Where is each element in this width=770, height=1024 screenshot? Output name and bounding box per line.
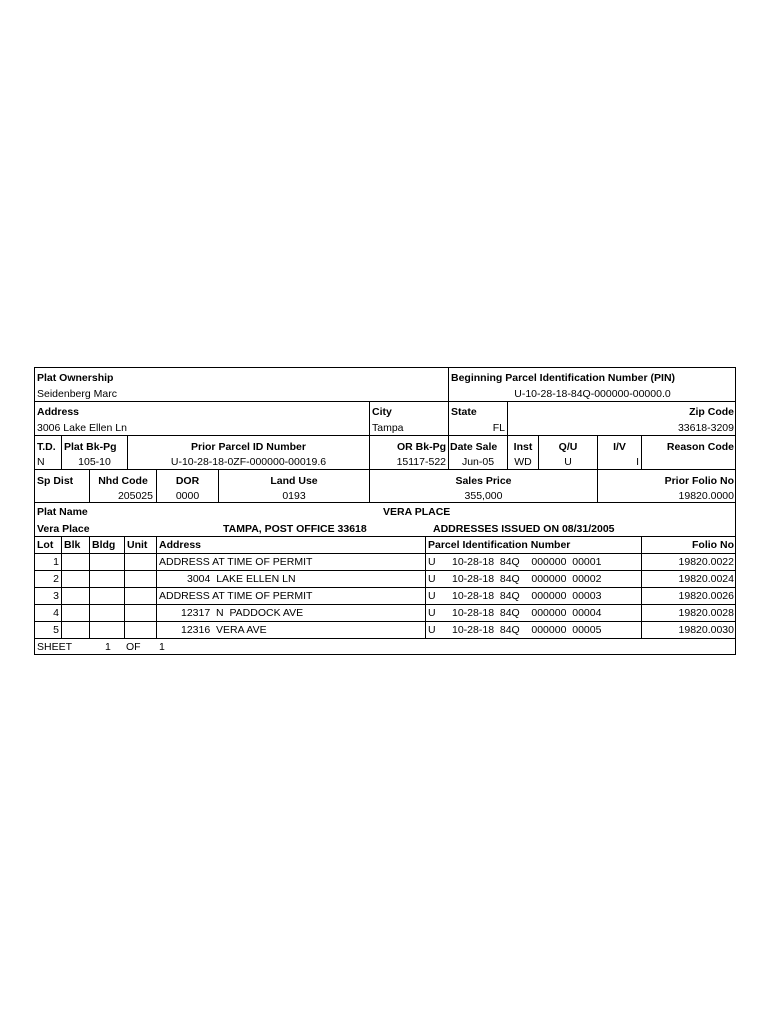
row-folio: 19820.0022 bbox=[678, 556, 734, 568]
row-u: U bbox=[428, 573, 436, 585]
col-address-header: Address bbox=[159, 539, 202, 551]
date-sale-label: Date Sale bbox=[450, 441, 498, 453]
addresses-issued: ADDRESSES ISSUED ON 08/31/2005 bbox=[433, 523, 615, 535]
row-pin: 10-28-18 84Q 000000 00002 bbox=[452, 573, 602, 585]
row-folio: 19820.0026 bbox=[678, 590, 734, 602]
plat-name-label: Plat Name bbox=[37, 506, 88, 518]
plat-record-form bbox=[34, 367, 736, 655]
plat-section bbox=[34, 502, 736, 655]
plat-name-sub: Vera Place bbox=[37, 523, 90, 535]
iv-label: I/V bbox=[613, 441, 626, 453]
col-pin-header: Parcel Identification Number bbox=[428, 539, 571, 551]
row-u: U bbox=[428, 607, 436, 619]
prior-parcel-label: Prior Parcel ID Number bbox=[191, 441, 306, 453]
row-folio: 19820.0028 bbox=[678, 607, 734, 619]
land-use-value: 0193 bbox=[282, 490, 306, 502]
plat-name-value: VERA PLACE bbox=[383, 506, 451, 518]
city-label: City bbox=[372, 406, 392, 418]
sales-price-label: Sales Price bbox=[455, 475, 512, 487]
pin-value: U-10-28-18-84Q-000000-00000.0 bbox=[514, 388, 671, 400]
plat-bk-pg-value: 105-10 bbox=[78, 456, 111, 468]
row-address: ADDRESS AT TIME OF PERMIT bbox=[159, 590, 313, 602]
sale-section bbox=[34, 435, 736, 469]
zip-label: Zip Code bbox=[689, 406, 734, 418]
col-blk-header: Blk bbox=[64, 539, 81, 551]
sheet-number: 1 bbox=[105, 641, 111, 653]
row-pin: 10-28-18 84Q 000000 00005 bbox=[452, 624, 602, 636]
row-pin: 10-28-18 84Q 000000 00004 bbox=[452, 607, 602, 619]
row-address: ADDRESS AT TIME OF PERMIT bbox=[159, 556, 313, 568]
city-value: Tampa bbox=[372, 422, 404, 434]
col-unit-header: Unit bbox=[127, 539, 148, 551]
address-label: Address bbox=[37, 406, 80, 418]
inst-label: Inst bbox=[513, 441, 533, 453]
sp-dist-label: Sp Dist bbox=[37, 475, 74, 487]
plat-ownership-value: Seidenberg Marc bbox=[37, 388, 117, 400]
row-address: 12316 VERA AVE bbox=[181, 624, 267, 636]
address-section bbox=[34, 401, 736, 435]
state-label: State bbox=[451, 406, 477, 418]
pin-label: Beginning Parcel Identification Number (PIN) bbox=[451, 372, 676, 384]
post-office: TAMPA, POST OFFICE 33618 bbox=[223, 523, 367, 535]
row-lot: 5 bbox=[53, 624, 59, 636]
dor-label: DOR bbox=[175, 475, 200, 487]
row-u: U bbox=[428, 556, 436, 568]
row-lot: 1 bbox=[53, 556, 59, 568]
row-lot: 3 bbox=[53, 590, 59, 602]
inst-value: WD bbox=[514, 456, 532, 468]
zip-value: 33618-3209 bbox=[677, 422, 734, 434]
row-address: 12317 N PADDOCK AVE bbox=[181, 607, 304, 619]
col-lot-header: Lot bbox=[37, 539, 54, 551]
col-bldg-header: Bldg bbox=[92, 539, 116, 551]
sheet-label: SHEET bbox=[37, 641, 73, 653]
plat-bk-pg-label: Plat Bk-Pg bbox=[64, 441, 117, 453]
ownership-section bbox=[34, 367, 736, 401]
prior-folio-label: Prior Folio No bbox=[664, 475, 734, 487]
or-bk-pg-value: 15117-522 bbox=[396, 456, 446, 468]
row-lot: 2 bbox=[53, 573, 59, 585]
td-label: T.D. bbox=[37, 441, 56, 453]
land-use-label: Land Use bbox=[270, 475, 318, 487]
state-value: FL bbox=[492, 422, 505, 434]
dor-value: 0000 bbox=[175, 490, 200, 502]
row-folio: 19820.0024 bbox=[678, 573, 734, 585]
date-sale-value: Jun-05 bbox=[461, 456, 495, 468]
land-section bbox=[34, 469, 736, 502]
nhd-code-value: 205025 bbox=[117, 490, 153, 502]
nhd-code-label: Nhd Code bbox=[98, 475, 148, 487]
prior-parcel-value: U-10-28-18-0ZF-000000-00019.6 bbox=[170, 456, 327, 468]
row-folio: 19820.0030 bbox=[678, 624, 734, 636]
address-value: 3006 Lake Ellen Ln bbox=[37, 422, 127, 434]
prior-folio-value: 19820.0000 bbox=[678, 490, 734, 502]
row-lot: 4 bbox=[53, 607, 59, 619]
sheet-total: 1 bbox=[159, 641, 165, 653]
reason-code-label: Reason Code bbox=[666, 441, 734, 453]
plat-ownership-label: Plat Ownership bbox=[37, 372, 114, 384]
or-bk-pg-label: OR Bk-Pg bbox=[396, 441, 446, 453]
qu-label: Q/U bbox=[558, 441, 578, 453]
row-pin: 10-28-18 84Q 000000 00001 bbox=[452, 556, 602, 568]
row-u: U bbox=[428, 590, 436, 602]
iv-value: I bbox=[636, 456, 639, 468]
td-value: N bbox=[37, 456, 45, 468]
col-folio-header: Folio No bbox=[692, 539, 734, 551]
sales-price-value: 355,000 bbox=[464, 490, 503, 502]
sheet-of: OF bbox=[126, 641, 141, 653]
row-u: U bbox=[428, 624, 436, 636]
row-address: 3004 LAKE ELLEN LN bbox=[187, 573, 296, 585]
qu-value: U bbox=[564, 456, 572, 468]
row-pin: 10-28-18 84Q 000000 00003 bbox=[452, 590, 602, 602]
